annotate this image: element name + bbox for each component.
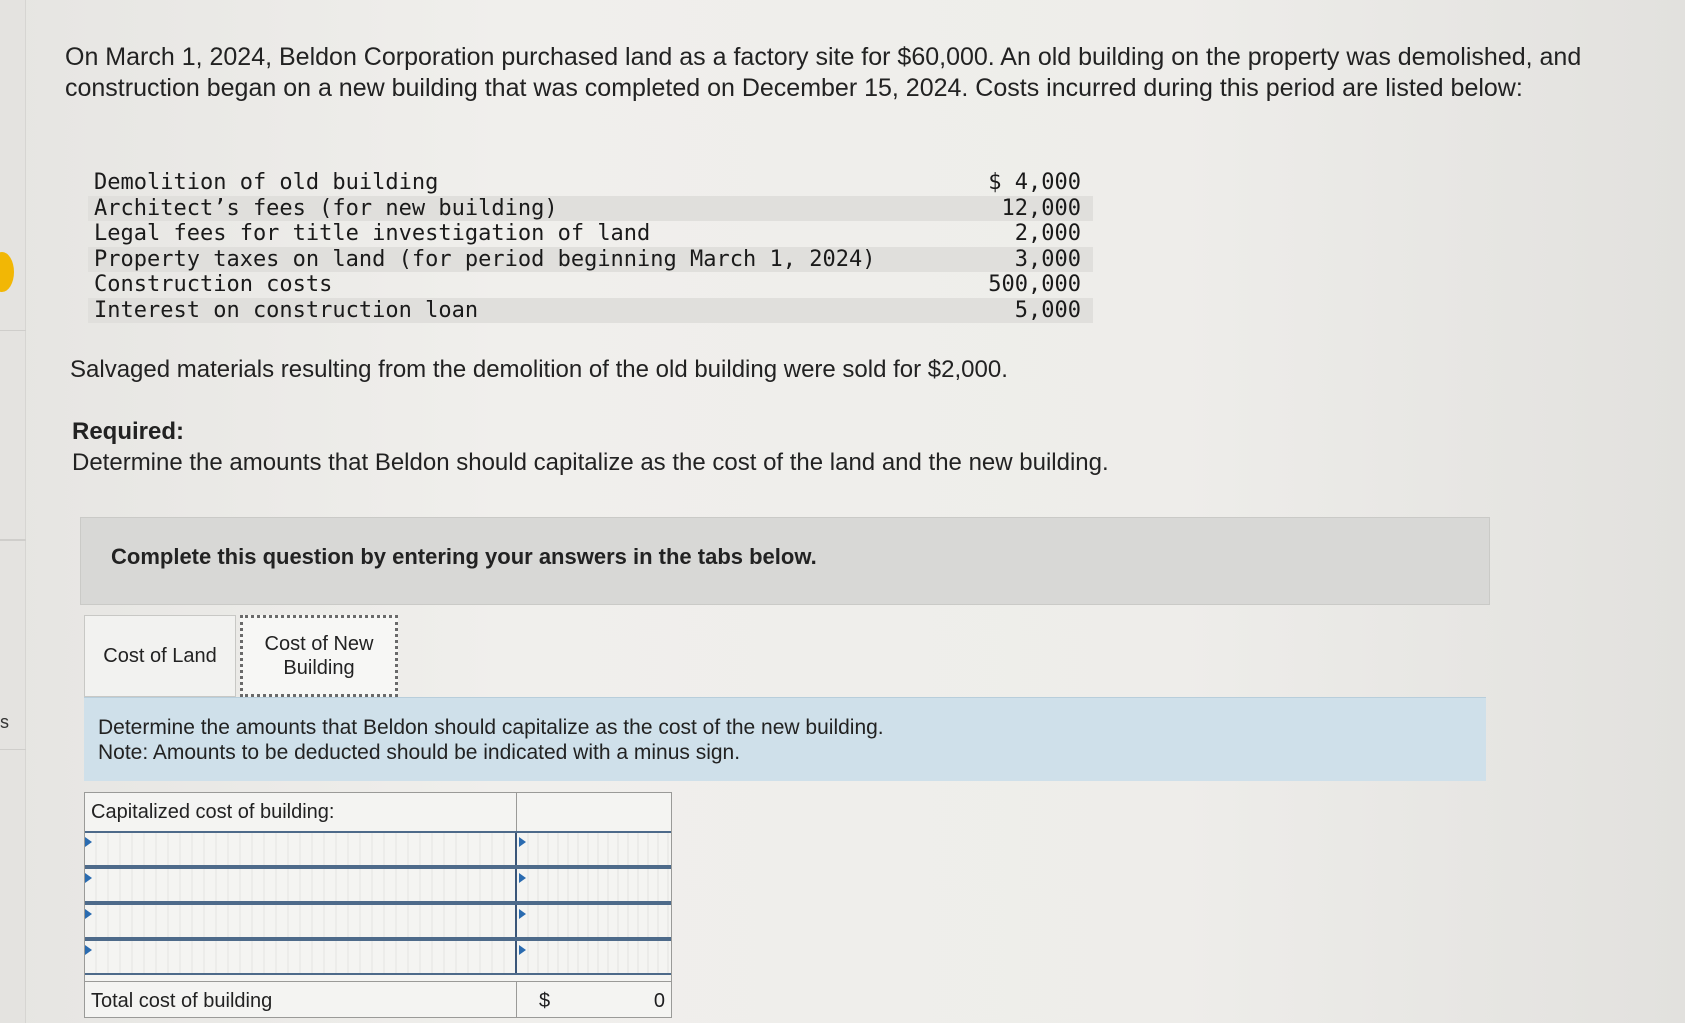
cost-amount: $ 4,000: [988, 170, 1081, 195]
cost-amount: 12,000: [1001, 195, 1081, 221]
grid-header-amount: [517, 793, 671, 831]
cost-label: Architect’s fees (for new building): [94, 195, 558, 221]
cost-row: [88, 221, 1093, 247]
answer-row: [85, 903, 671, 939]
total-value: 0: [653, 990, 665, 1012]
instruction-text: Determine the amounts that Beldon should capitalize as the cost of the new building.: [98, 716, 884, 739]
amount-input[interactable]: [519, 941, 671, 973]
tab-cost-of-land[interactable]: [84, 615, 236, 697]
cost-row: [88, 272, 1093, 298]
description-input[interactable]: [85, 941, 517, 973]
instructions-banner: [80, 517, 1490, 605]
dropdown-arrow-icon[interactable]: [519, 837, 526, 847]
cost-row: [88, 196, 1093, 222]
cost-amount: 3,000: [1014, 246, 1081, 272]
cost-table: [88, 170, 1093, 323]
answer-grid: [84, 792, 672, 1018]
cost-row: [88, 298, 1093, 324]
left-panel-tab[interactable]: [0, 330, 26, 540]
instruction-note: Note: Amounts to be deducted should be indicated with a minus sign.: [98, 741, 741, 764]
answer-row: [85, 831, 671, 867]
amount-input[interactable]: [519, 905, 671, 937]
dropdown-arrow-icon[interactable]: [519, 873, 526, 883]
cost-label: Interest on construction loan: [94, 297, 479, 323]
dropdown-arrow-icon[interactable]: [85, 909, 92, 919]
cost-label: Property taxes on land (for period beginning March 1, 2024): [94, 246, 876, 272]
banner-text: Complete this question by entering your answers in the tabs below.: [111, 544, 817, 569]
cost-label: Construction costs: [94, 272, 333, 297]
salvage-note: Salvaged materials resulting from the demolition of the old building were sold for $2,000.: [70, 356, 1008, 383]
amount-input[interactable]: [519, 869, 671, 901]
description-input[interactable]: [85, 869, 517, 901]
tab-label-line1: Cost of New: [264, 633, 374, 655]
description-input[interactable]: [85, 905, 517, 937]
dropdown-arrow-icon[interactable]: [519, 909, 526, 919]
total-label: Total cost of building: [85, 981, 517, 1017]
tab-label: Cost of Land: [103, 644, 217, 667]
dropdown-arrow-icon[interactable]: [85, 837, 92, 847]
cost-label: Demolition of old building: [94, 170, 439, 195]
cost-row: [88, 170, 1093, 196]
tab-label-line2: Building: [283, 657, 355, 679]
left-panel-edge: [0, 0, 26, 1023]
problem-intro: On March 1, 2024, Beldon Corporation purchased land as a factory site for $60,000. An old building on the property was demolished, and construction began on a new building that was completed on December 15, 2024. Costs incurred during this period are listed below:: [65, 43, 1582, 102]
grid-header: Capitalized cost of building:: [85, 793, 517, 831]
description-input[interactable]: [85, 833, 517, 865]
answer-row: [85, 867, 671, 903]
total-cell: [517, 981, 671, 1017]
dropdown-arrow-icon[interactable]: [85, 945, 92, 955]
tab-cost-of-new-building[interactable]: [240, 615, 398, 697]
answer-row: [85, 939, 671, 975]
left-panel-text: s: [0, 712, 9, 732]
required-text: Determine the amounts that Beldon should capitalize as the cost of the land and the new building.: [72, 449, 1109, 476]
amount-input[interactable]: [519, 833, 671, 865]
dropdown-arrow-icon[interactable]: [85, 873, 92, 883]
cost-amount: 500,000: [988, 272, 1081, 297]
cost-amount: 5,000: [1014, 297, 1081, 323]
tab-instructions: [84, 697, 1486, 781]
cost-amount: 2,000: [1014, 221, 1081, 246]
cost-label: Legal fees for title investigation of land: [94, 221, 651, 246]
required-heading: Required:: [72, 418, 185, 445]
dropdown-arrow-icon[interactable]: [519, 945, 526, 955]
total-currency: $: [539, 990, 551, 1012]
cost-row: [88, 247, 1093, 273]
